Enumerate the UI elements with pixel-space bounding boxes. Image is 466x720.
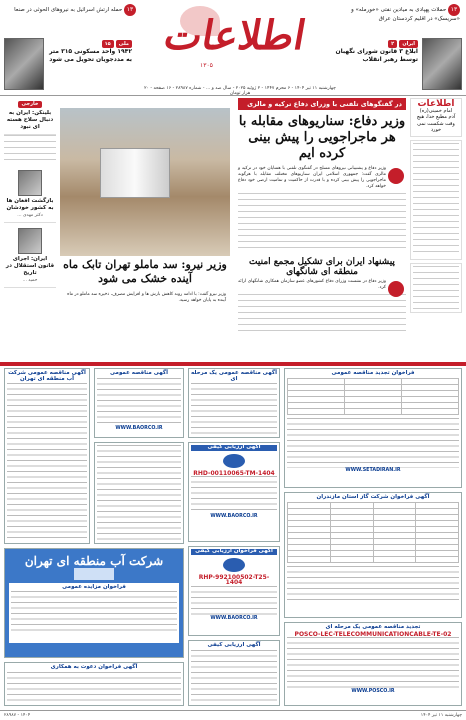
ad-title: آگهی مناقصه عمومی (109, 370, 169, 376)
ad-text-lines (97, 378, 181, 426)
ad-text-lines (191, 383, 277, 438)
section-divider (0, 362, 466, 366)
right-lead-caption (334, 40, 418, 64)
right-column-brief (410, 263, 462, 313)
right-lead-text: ابلاغ ۳ قانون شورای نگهبان توسط رهبر انقلاب (335, 48, 418, 63)
left-lead-box[interactable] (4, 38, 134, 94)
ad-url[interactable]: WWW.BAORCO.IR (210, 615, 258, 621)
ad-water-auction[interactable] (4, 548, 184, 658)
leader-photo (422, 38, 462, 90)
ad-url[interactable]: WWW.SETADIRAN.IR (345, 467, 401, 473)
author-photo (18, 228, 42, 254)
ad-title: آگهی فراخوان شرکت گاز استان مازندران (316, 494, 430, 500)
classified-ads (0, 368, 466, 708)
dam-photo (60, 108, 230, 256)
left-lead-tag: ملی (116, 40, 132, 48)
ad-tender-2[interactable] (188, 368, 280, 438)
sub-headline[interactable]: پیشنهاد ایران برای تشکیل مجمع امنیت منطقه ای شانگهای (249, 257, 395, 277)
ad-text-lines (191, 586, 277, 616)
main-body (238, 166, 406, 190)
company-logo-icon (223, 558, 245, 572)
quote-author: امام خمینی(ره) (419, 107, 453, 114)
page-footer (0, 710, 466, 720)
ad-title: آگهی مناقصه عمومی شرکت آب منطقه ای تهران (8, 370, 86, 382)
right-column (410, 98, 462, 363)
ad-text-lines (7, 672, 181, 702)
ad-title: آگهی ارزیابی کیفی (207, 642, 261, 648)
ad-text-lines (287, 418, 459, 468)
main-body-continued (238, 193, 406, 253)
left-item-byline: حمید ... (22, 278, 38, 283)
teaser-left-number: ۱۳ (124, 4, 136, 16)
left-lead-text: ۱۹۴۲ واحد مسکونی ۳۱۵ متر به مددجویان تحویل می شود (49, 48, 132, 63)
quote-box[interactable] (410, 98, 462, 137)
right-column-filler (410, 140, 462, 260)
ad-url[interactable]: WWW.POSCO.IR (351, 689, 395, 694)
left-lead-caption (48, 40, 132, 64)
ad-url[interactable]: WWW.BAORCO.IR (210, 514, 258, 519)
ad-subtitle: فراخوان مزایده عمومی (62, 583, 126, 590)
left-item-byline: دکتر مهدی ... (17, 213, 43, 218)
dateline: چهارشنبه ۱۱ تیر ۱۴۰۴ - ۶ محرم ۱۴۴۷ - ۲ ژوئیه ۲۰۲۵ - سال صد و ... - شماره ۲۸۹۸۷ - ۱۶ صفحه - ۲۰ هزار تومان (144, 86, 336, 96)
right-lead-page: ۲ (388, 40, 397, 48)
main-headline: وزیر دفاع: سناریوهای مقابله با هر ماجراجویی را پیش بینی کرده ایم (238, 114, 406, 161)
text-lines (413, 266, 459, 310)
ad-tender-5[interactable] (94, 442, 184, 544)
ad-table (287, 378, 459, 415)
ad-water-company[interactable] (4, 368, 90, 544)
teaser-right-text: حملات پهپادی به میادین نفتی «خورمله» و «سریسک» در اقلیم کردستان عراق (351, 7, 460, 22)
ad-tender-3[interactable] (188, 546, 280, 636)
ad-code: RHP-992100502-T25-1404 (198, 573, 270, 586)
teaser-left[interactable] (6, 4, 136, 16)
ad-table (287, 502, 459, 563)
sub-body (238, 279, 406, 291)
company-logo-icon (74, 568, 114, 580)
ad-code: RHD-00110065-TM-1404 (193, 469, 275, 477)
ad-header-bar: آگهی ارزیابی کیفی (191, 445, 277, 451)
left-item-2[interactable] (4, 223, 56, 288)
text-lines (413, 143, 459, 253)
left-column (4, 98, 56, 363)
footer-right: چهارشنبه ۱۱ تیر ۱۴۰۴ (420, 713, 462, 718)
teaser-left-text: حمله ارتش اسرائیل به نیروهای الحوثی در صنعا (14, 7, 123, 13)
ad-header-bar: آگهی فراخوان ارزیابی کیفی (191, 549, 277, 555)
ad-text-lines (191, 476, 277, 514)
dam-wall (100, 148, 170, 198)
teaser-right-number: ۱۳ (448, 4, 460, 16)
ad-tender-4[interactable] (94, 368, 184, 438)
main-body-text: وزیر دفاع و پشتیبانی نیروهای مسلح در گفتگوی تلفنی با همتایان خود در ترکیه و مالزی گفت: جمهوری اسلامی ایران سناریوهای مختلف مقابله با هرگونه ماجراجویی را پیش بینی کرده و با قدرت از حاکمیت و تمامیت ارضی خود دفاع خواهد کرد. (238, 166, 386, 189)
ad-title: فراخوان تجدید مناقصه عمومی (331, 370, 415, 376)
ad-text-lines (11, 591, 177, 635)
ad-url[interactable]: WWW.BAORCO.IR (115, 425, 163, 431)
photo-headline: وزیر نیرو: سد ماملو تهران تابک ماه آینده خشک می شود (63, 258, 227, 285)
left-item-tag: خارجی (18, 101, 41, 108)
ad-body (9, 583, 179, 643)
ministry-emblem-icon (388, 168, 404, 184)
ad-company-name: شرکت آب منطقه ای تهران (24, 554, 164, 568)
left-item-text: ایران: اجرای قانون استقلال در تاریخ (5, 256, 55, 276)
sub-body-continued (238, 294, 406, 334)
quote-text: آدم مطیع خدا، هیچ وقت شکست نمی خورد (416, 114, 456, 133)
ad-text-lines (287, 566, 459, 602)
main-kicker: در گفتگوهای تلفنی با وزرای دفاع ترکیه و مالزی (238, 98, 406, 110)
main-story[interactable] (238, 98, 406, 363)
ad-text-lines (7, 383, 87, 541)
company-logo-icon (223, 454, 245, 468)
footer-left: ۱۴۰۴ - ۲۸۹۸۷ (4, 713, 31, 718)
mini-logo: اطلاعات (417, 99, 455, 109)
left-item-1[interactable] (4, 165, 56, 223)
sco-emblem-icon (388, 281, 404, 297)
logo-year: ۱۳۰۵ (200, 62, 213, 69)
right-lead-tag: ایران (399, 40, 418, 48)
ad-gas-company[interactable] (284, 492, 462, 618)
left-lead-page: ۱۵ (102, 40, 114, 48)
teaser-right[interactable] (340, 4, 460, 23)
left-item-text: بلینکن: ایران به دنبال سلاح هسته ای نبود (6, 110, 54, 130)
ad-title: آگهی فراخوان دعوت به همکاری (50, 664, 138, 670)
ad-qualification-1[interactable] (188, 442, 280, 542)
ad-tender-1[interactable] (284, 368, 462, 488)
ad-cooperation[interactable] (4, 662, 184, 706)
front-section (0, 98, 466, 363)
newspaper-logo[interactable] (160, 2, 310, 82)
photo-story[interactable] (60, 108, 230, 363)
left-text-lines (4, 135, 56, 165)
ad-posco-tender[interactable] (284, 622, 462, 706)
ad-text-lines (287, 637, 459, 689)
ad-text-lines (97, 445, 181, 541)
left-item-text: بازگشت افغان ها به کشور خودشان (6, 198, 54, 211)
ad-code: POSCO-LEC-TELECOMMUNICATIONCABLE-TE-02 (294, 630, 452, 638)
left-item-0[interactable] (4, 98, 56, 135)
masthead (0, 0, 466, 96)
author-photo (18, 170, 42, 196)
logo-wordmark: اطلاعات (160, 12, 310, 59)
ad-text-lines (191, 650, 277, 702)
right-lead-box[interactable] (332, 38, 462, 94)
photo-body: وزیر نیرو گفت: با ادامه روند کاهش بارش ها و افزایش مصرف، ذخیره سد ماملو در ماه آینده به پایان خواهد رسید. (67, 292, 226, 303)
sub-body-text: وزیر دفاع در نشست وزرای دفاع کشورهای عضو سازمان همکاری شانگهای ارائه کرد. (238, 279, 386, 290)
ad-title: آگهی مناقصه عمومی یک مرحله ای (191, 370, 277, 382)
ad-qualification-2[interactable] (188, 640, 280, 706)
ad-title: تجدید مناقصه عمومی یک مرحله ای (325, 624, 421, 630)
official-photo (4, 38, 44, 90)
